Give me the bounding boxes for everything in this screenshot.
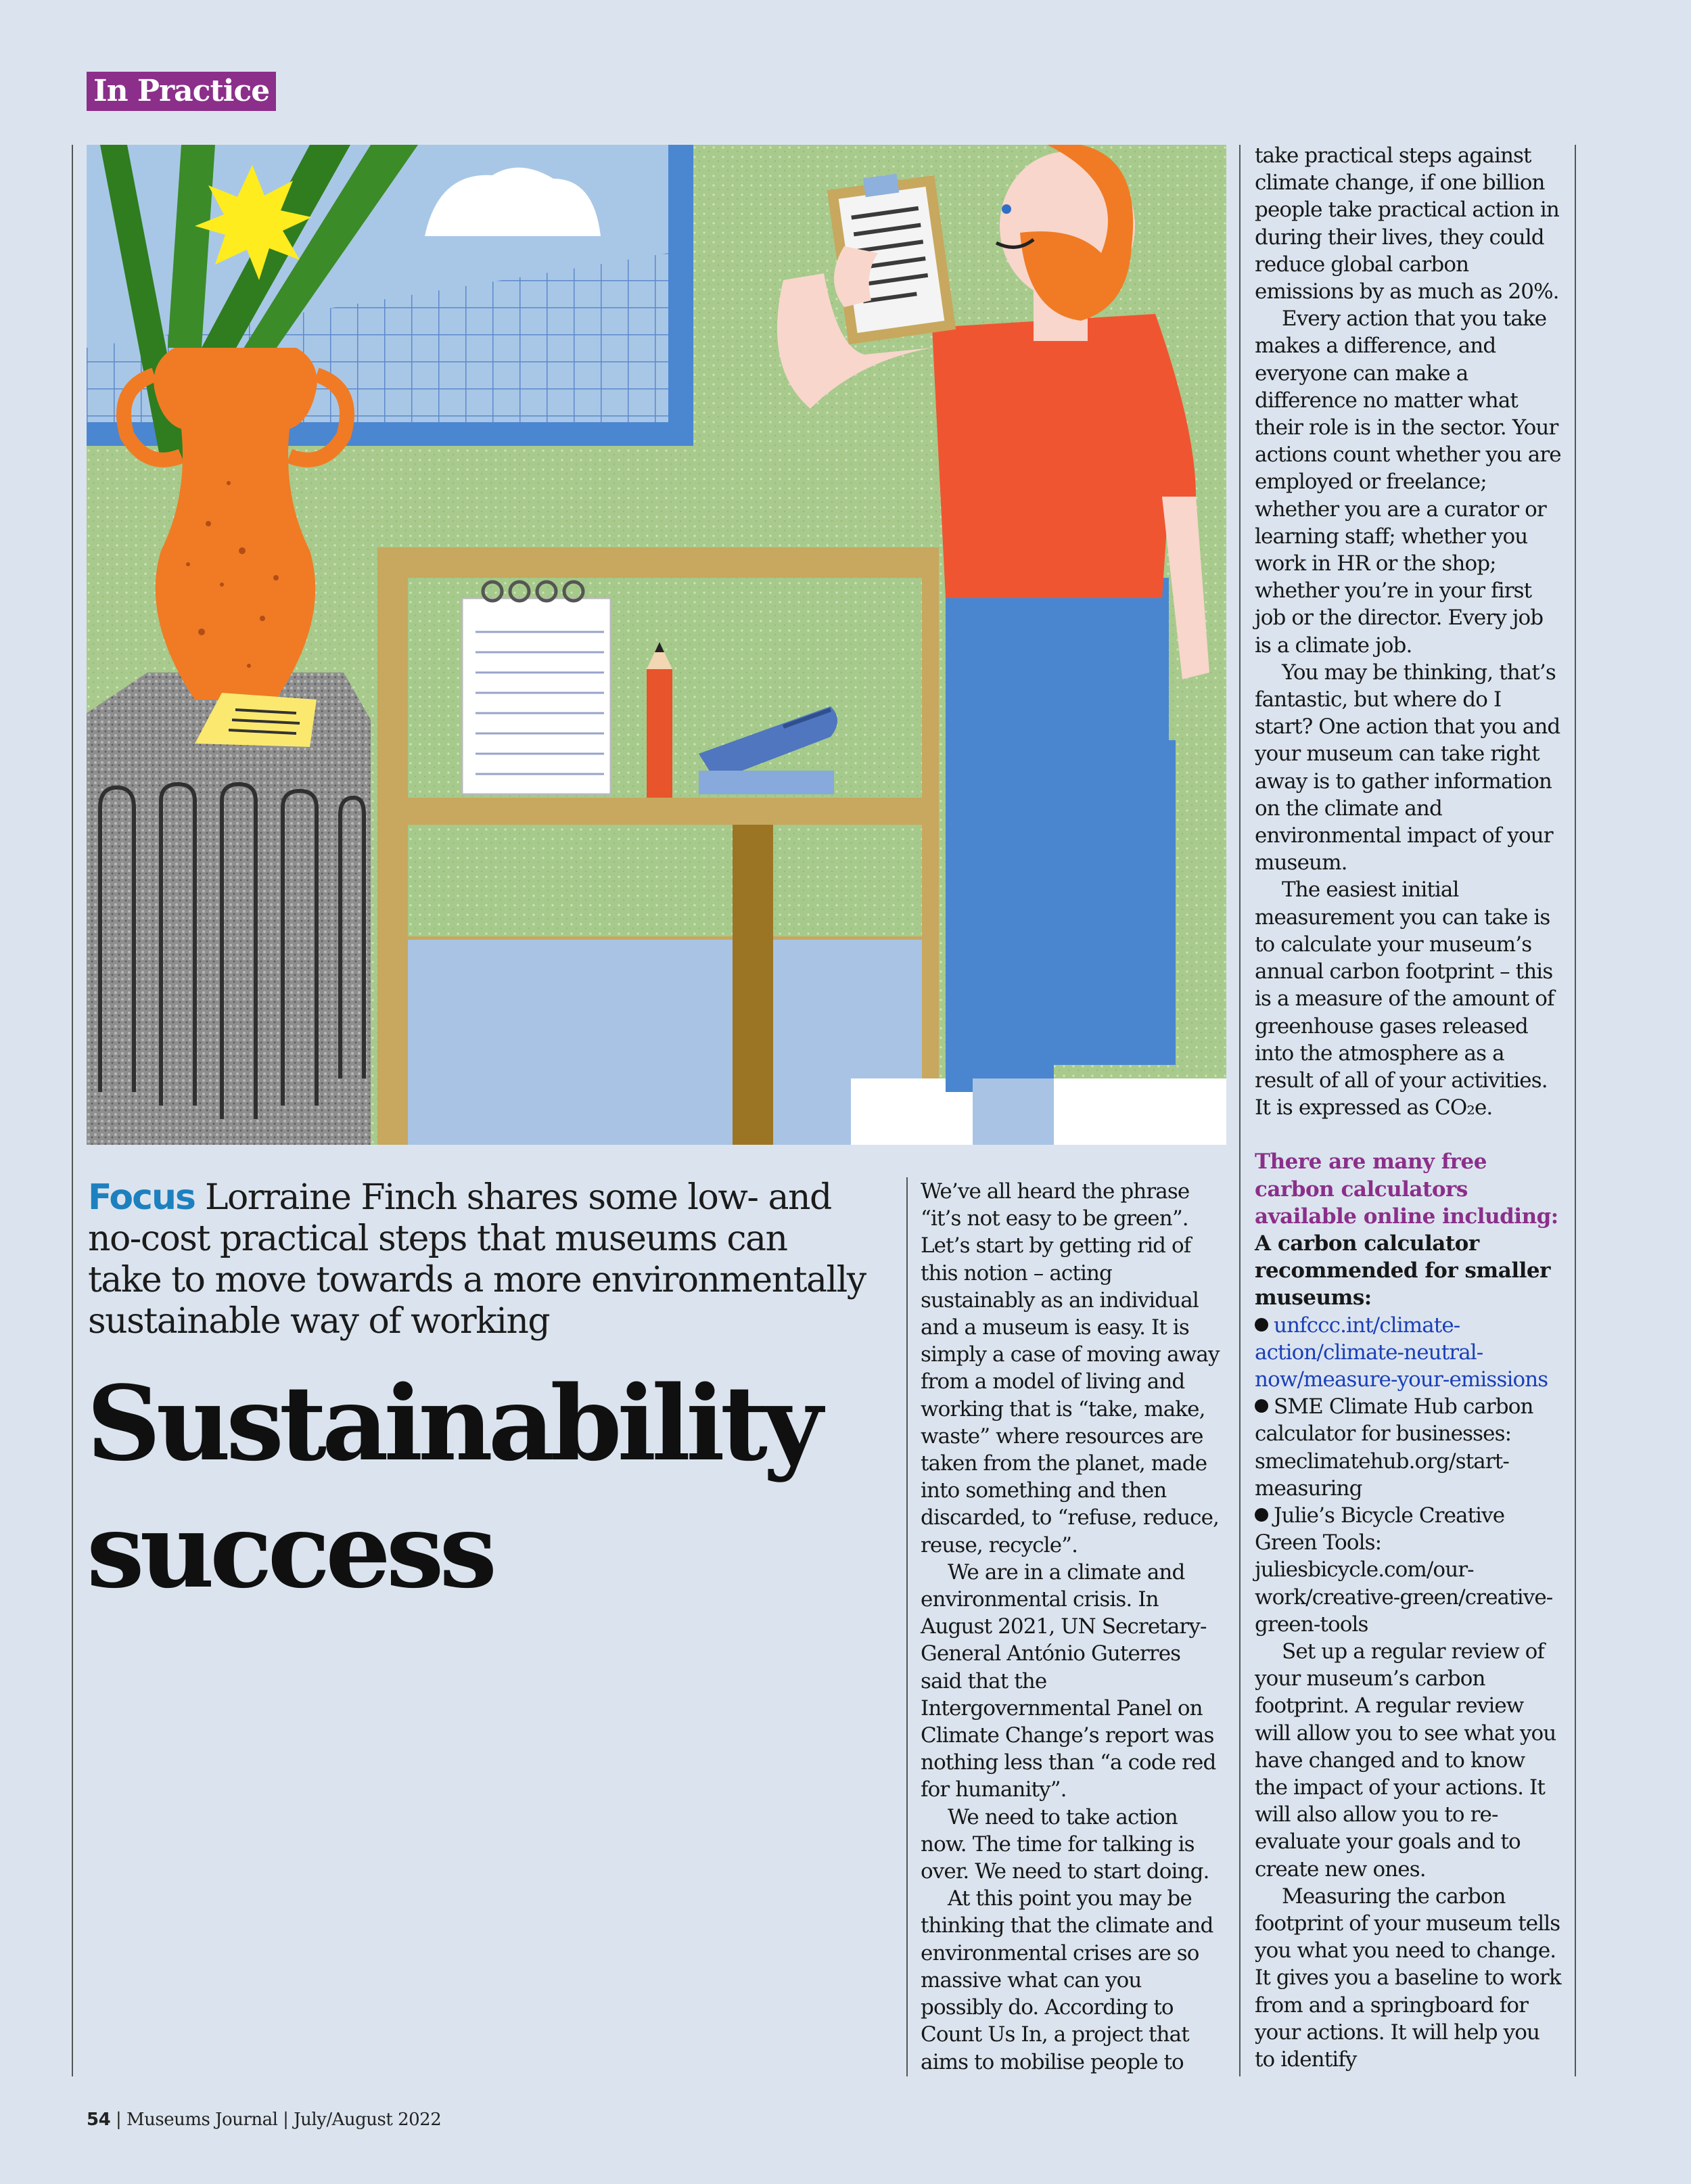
column-rule-2	[1239, 145, 1241, 2076]
calculator-intro: A carbon calculator recommended for smaller museums:	[1255, 1231, 1550, 1311]
list-item	[1255, 1393, 1562, 1502]
paragraph: The easiest initial measurement you can take is to calculate your museum’s annual carbon footprint – this is a measure of the amount of greenhouse gases released into the atmosphere as a result of all of your activities. It is expressed as CO₂e.	[1255, 878, 1554, 1120]
page-footer: 54 | Museums Journal | July/August 2022	[87, 2110, 442, 2130]
paragraph: We’ve all heard the phrase “it’s not easy to be green”. Let’s start by getting rid of this notion – acting sustainably as an individual and a museum is easy. It is simply a case of moving away from a model of living and working that is “take, make, waste” where resources are taken from the planet, made into something and then discarded, to “refuse, reduce, reuse, recycle”.	[921, 1179, 1220, 1557]
paragraph: Every action that you take makes a difference, and everyone can make a difference no matter what their role is in the sector. Your actions count whether you are employed or freelance; whether you are a curator or learning staff; whether you work in HR or the shop; whether you’re in your first job or the director. Every job is a climate job.	[1255, 306, 1561, 658]
issue-date: July/August 2022	[294, 2110, 442, 2130]
bullet-icon	[1255, 1399, 1268, 1413]
page-number: 54	[87, 2110, 111, 2130]
list-item-label: Julie’s Bicycle Creative Green Tools:	[1255, 1503, 1505, 1555]
list-item	[1255, 1502, 1562, 1638]
kicker-focus: Focus	[88, 1177, 195, 1218]
list-item	[1255, 1312, 1562, 1394]
pencil-icon	[647, 642, 672, 798]
paragraph: We need to take action now. The time for talking is over. We need to start doing.	[921, 1804, 1209, 1884]
paragraph: You may be thinking, that’s fantastic, but where do I start? One action that you and your museum can take right away is to gather information on the climate and environmental impact of your museum.	[1255, 660, 1560, 875]
left-rule	[72, 145, 73, 2076]
paragraph: take practical steps against climate change, if one billion people take practical action in during their lives, they could reduce global carbon emissions by as much as 20%.	[1255, 143, 1559, 304]
unfccc-link[interactable]: unfccc.int/climate-action/climate-neutral-now/measure-your-emissions	[1255, 1313, 1548, 1392]
column-rule-1	[906, 1177, 908, 2076]
hero-illustration	[87, 145, 1226, 1145]
notepad	[462, 582, 611, 794]
calculators-highlight: There are many free carbon calculators available online including:	[1255, 1150, 1558, 1229]
section-tag: In Practice	[87, 72, 276, 111]
sme-climate-hub-link[interactable]: smeclimatehub.org/start-measuring	[1255, 1449, 1509, 1501]
standfirst	[88, 1177, 866, 1342]
paragraph: We are in a climate and environmental crisis. In August 2021, UN Secretary-General António Guterres said that the Intergovernmental Panel on Climate Change’s report was nothing less than “a code red for humanity”.	[921, 1560, 1216, 1802]
paragraph: At this point you may be thinking that the climate and environmental crises are so massive what can you possibly do. According to Count Us In, a project that aims to mobilise people to	[921, 1886, 1213, 2074]
paragraph: Set up a regular review of your museum’s carbon footprint. A regular review will allow you to see what you have changed and to know the impact of your actions. It will also allow you to re-evaluate your goals and to create new ones.	[1255, 1639, 1556, 1882]
bullet-icon	[1255, 1318, 1268, 1332]
right-rule	[1575, 145, 1576, 2076]
standfirst-text: Lorraine Finch shares some low- and no-cost practical steps that museums can take to move towards a more environmentally sustainable way of working	[88, 1177, 866, 1342]
list-item-label: SME Climate Hub carbon calculator for businesses:	[1255, 1394, 1533, 1447]
paragraph: Measuring the carbon footprint of your museum tells you what you need to change. It gives you a baseline to work from and a springboard for your actions. It will help you to identify	[1255, 1884, 1561, 2072]
body-column-2	[1255, 142, 1562, 2073]
bullet-icon	[1255, 1508, 1268, 1522]
magazine-name: Museums Journal	[126, 2110, 278, 2130]
headline: Sustainability success	[87, 1363, 818, 1611]
julies-bicycle-link[interactable]: juliesbicycle.com/our-work/creative-green/creative-green-tools	[1255, 1557, 1553, 1637]
body-column-1	[921, 1178, 1226, 2076]
